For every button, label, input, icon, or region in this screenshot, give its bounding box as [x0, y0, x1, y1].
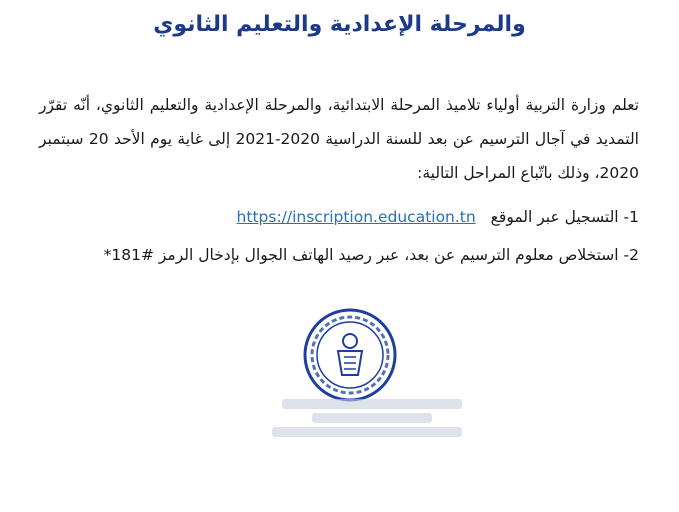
- page-title: والمرحلة الإعدادية والتعليم الثانوي: [153, 12, 526, 37]
- ministry-seal-icon: [300, 305, 400, 405]
- step-1: [39, 208, 639, 226]
- announcement-body: تعلم وزارة التربية أولياء تلاميذ المرحلة الابتدائية، والمرحلة الإعدادية والتعليم الثانوي، أنّه تقرّر التمديد في آجال الترسيم عن بعد للسنة الدراسية 2020-2021 إلى غاية يوم الأحد 20 سبتمبر 2020، وذلك باتّباع المراحل التالية:: [39, 96, 639, 182]
- faded-signature-block: [262, 395, 462, 441]
- step-1-label: 1- التسجيل عبر الموقع: [490, 208, 639, 226]
- step-2: 2- استخلاص معلوم الترسيم عن بعد، عبر رصيد الهاتف الجوال بإدخال الرمز #181*: [103, 246, 639, 264]
- registration-link[interactable]: https://inscription.education.tn: [236, 208, 476, 226]
